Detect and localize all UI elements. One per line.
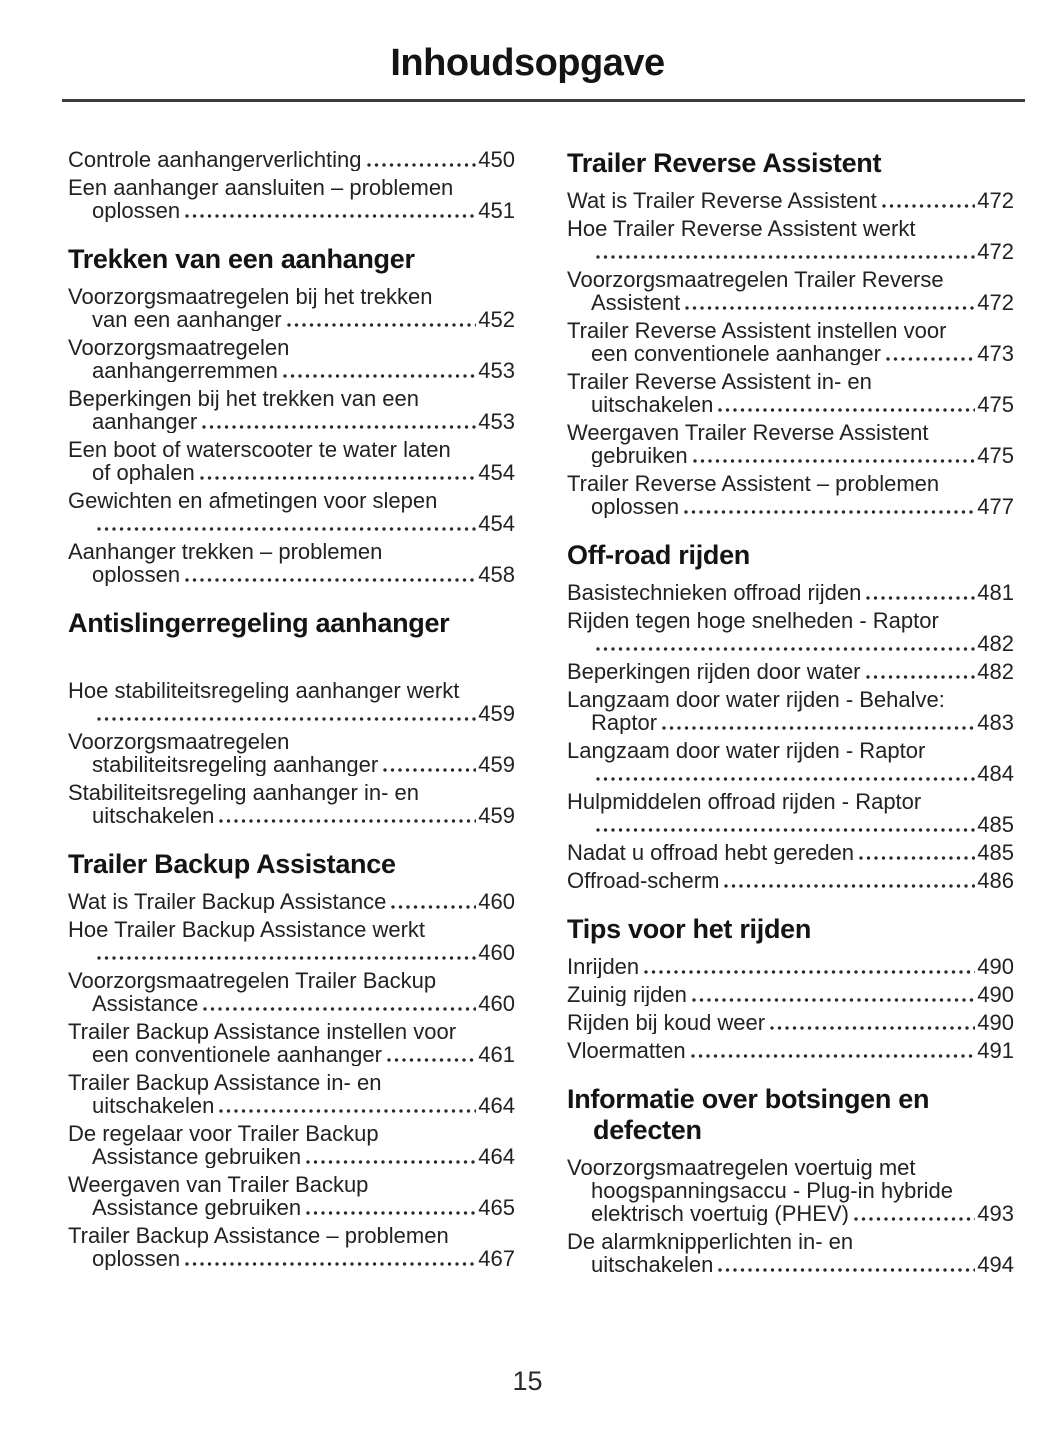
- page-number: 494: [977, 1252, 1014, 1277]
- dot-leader: [219, 1109, 476, 1113]
- dot-leader: [662, 726, 975, 730]
- section-header: [567, 1084, 1014, 1146]
- toc-entry: [567, 1230, 1014, 1276]
- page-number: 482: [977, 631, 1014, 656]
- entry-title-text: een conventionele aanhanger: [591, 342, 881, 365]
- entry-title-text: Inrijden: [567, 955, 640, 978]
- page-number: 459: [478, 803, 515, 828]
- entry-line: Beperkingen bij het trekken van een: [68, 386, 420, 411]
- dot-leader: [367, 163, 477, 167]
- section-header: [68, 608, 515, 639]
- entry-line: [567, 841, 1014, 864]
- section-header-line: defecten: [593, 1115, 702, 1145]
- entry-line: [567, 1011, 1014, 1034]
- entry-line: Trailer Backup Assistance instellen voor: [68, 1019, 457, 1044]
- entry-line: Hoe Trailer Reverse Assistent werkt: [567, 216, 916, 241]
- toc-entry: [68, 336, 515, 382]
- entry-line: [567, 983, 1014, 1006]
- toc-entry: [68, 176, 515, 222]
- page-number: 490: [977, 954, 1014, 979]
- toc-entry: [68, 730, 515, 776]
- toc-entry: [567, 609, 1014, 655]
- toc-entry: [567, 869, 1014, 892]
- entry-title-text: Assistance: [92, 992, 199, 1015]
- dot-leader: [306, 1160, 476, 1164]
- entry-line: Weergaven Trailer Reverse Assistent: [567, 420, 929, 445]
- page-number: 459: [478, 701, 515, 726]
- entry-title-text: uitschakelen: [92, 804, 215, 827]
- entry-line: Aanhanger trekken – problemen: [68, 539, 383, 564]
- dot-leader: [685, 306, 975, 310]
- page-number: 472: [977, 239, 1014, 264]
- dot-leader: [718, 1268, 975, 1272]
- entry-line: Voorzorgsmaatregelen bij het trekken: [68, 284, 433, 309]
- title-rule: [62, 99, 1025, 102]
- entry-line: Stabiliteitsregeling aanhanger in- en: [68, 780, 420, 805]
- entry-title-text: aanhanger: [92, 410, 198, 433]
- section-header-line: Off-road rijden: [567, 540, 750, 570]
- section-header: [567, 914, 1014, 945]
- section-header-line: Tips voor het rijden: [567, 914, 812, 944]
- entry-title-text: Zuinig rijden: [567, 983, 687, 1006]
- footer-page-number: 15: [512, 1366, 543, 1396]
- page-number: 473: [977, 341, 1014, 366]
- entry-line: [68, 359, 515, 382]
- entry-line: [68, 753, 515, 776]
- entry-line: De regelaar voor Trailer Backup: [68, 1121, 379, 1146]
- toc-entry: [567, 841, 1014, 864]
- toc-entry: [567, 739, 1014, 785]
- toc-entry: [567, 319, 1014, 365]
- entry-title-text: Rijden bij koud weer: [567, 1011, 766, 1034]
- toc-entry: [68, 781, 515, 827]
- entry-line: [68, 1247, 515, 1270]
- entry-title-text: uitschakelen: [92, 1094, 215, 1117]
- entry-line: [567, 1202, 1014, 1225]
- page-number: 486: [977, 868, 1014, 893]
- dot-leader: [185, 214, 476, 218]
- page-number: 461: [478, 1042, 515, 1067]
- entry-line: [567, 813, 1014, 836]
- toc-columns: [0, 148, 1055, 1281]
- page-number: 467: [478, 1246, 515, 1271]
- dot-leader: [693, 459, 976, 463]
- page-number: 493: [977, 1201, 1014, 1226]
- page-number: 490: [977, 1010, 1014, 1035]
- entry-line: Voorzorgsmaatregelen: [68, 335, 290, 360]
- dot-leader: [596, 828, 975, 832]
- toc-entry: [567, 983, 1014, 1006]
- entry-title-text: Wat is Trailer Backup Assistance: [68, 890, 387, 913]
- toc-entry: [68, 1071, 515, 1117]
- entry-line: De alarmknipperlichten in- en: [567, 1229, 854, 1254]
- entry-line: [567, 762, 1014, 785]
- section-header-line: Antislingerregeling aanhanger: [68, 608, 450, 638]
- entry-line: [68, 941, 515, 964]
- page-number: 472: [977, 290, 1014, 315]
- entry-title-text: uitschakelen: [591, 1253, 714, 1276]
- section-header: [567, 540, 1014, 571]
- page-number: 477: [977, 494, 1014, 519]
- toc-entry: [68, 918, 515, 964]
- entry-title-text: Raptor: [591, 711, 658, 734]
- entry-line: Trailer Reverse Assistent instellen voor: [567, 318, 947, 343]
- entry-line: [567, 342, 1014, 365]
- toc-entry: [567, 370, 1014, 416]
- toc-entry: [567, 1039, 1014, 1062]
- page-number: 451: [478, 198, 515, 223]
- page-number: 458: [478, 562, 515, 587]
- entry-title-text: oplossen: [591, 495, 680, 518]
- toc-entry: [68, 540, 515, 586]
- entry-line: Hoe Trailer Backup Assistance werkt: [68, 917, 426, 942]
- page-number: 483: [977, 710, 1014, 735]
- entry-line: [68, 702, 515, 725]
- entry-line: Voorzorgsmaatregelen Trailer Reverse: [567, 267, 944, 292]
- dot-leader: [287, 323, 477, 327]
- page-number: 454: [478, 460, 515, 485]
- entry-line: [68, 1196, 515, 1219]
- entry-line: [567, 955, 1014, 978]
- toc-entry: [68, 1020, 515, 1066]
- toc-entry: [68, 438, 515, 484]
- dot-leader: [770, 1026, 975, 1030]
- toc-entry: [68, 1224, 515, 1270]
- page-number: 450: [478, 147, 515, 172]
- dot-leader: [383, 768, 476, 772]
- page-number: 482: [977, 659, 1014, 684]
- section-header: [68, 849, 515, 880]
- dot-leader: [684, 510, 975, 514]
- section-header-line: Trekken van een aanhanger: [68, 244, 415, 274]
- page-number: 453: [478, 409, 515, 434]
- toc-column-left: [68, 148, 515, 1281]
- section-header-line: Informatie over botsingen en: [567, 1084, 930, 1114]
- toc-entry: [68, 1122, 515, 1168]
- page-number: 460: [478, 889, 515, 914]
- page-number: 491: [977, 1038, 1014, 1063]
- section-header: [68, 244, 515, 275]
- toc-entry: [567, 1156, 1014, 1225]
- entry-title-text: elektrisch voertuig (PHEV): [591, 1202, 849, 1225]
- entry-line: [68, 1145, 515, 1168]
- page-number: 459: [478, 752, 515, 777]
- entry-line: [567, 1253, 1014, 1276]
- dot-leader: [306, 1211, 476, 1215]
- dot-leader: [97, 956, 476, 960]
- dot-leader: [882, 204, 976, 208]
- entry-title-text: Basistechnieken offroad rijden: [567, 581, 862, 604]
- toc-entry: [68, 285, 515, 331]
- dot-leader: [691, 1054, 976, 1058]
- entry-line: Trailer Backup Assistance in- en: [68, 1070, 382, 1095]
- entry-line: Weergaven van Trailer Backup: [68, 1172, 369, 1197]
- entry-title-text: aanhangerremmen: [92, 359, 278, 382]
- toc-entry: [567, 189, 1014, 212]
- toc-column-right: [567, 148, 1014, 1281]
- entry-line: Langzaam door water rijden - Behalve:: [567, 687, 945, 712]
- page-number: 454: [478, 511, 515, 536]
- entry-line: hoogspanningsaccu - Plug-in hybride: [591, 1178, 954, 1203]
- page-title: Inhoudsopgave: [390, 42, 665, 84]
- entry-line: Hoe stabiliteitsregeling aanhanger werkt: [68, 678, 460, 703]
- dot-leader: [596, 255, 975, 259]
- entry-line: [567, 869, 1014, 892]
- entry-line: [567, 711, 1014, 734]
- page-number: 485: [977, 840, 1014, 865]
- entry-title-text: Assistent: [591, 291, 681, 314]
- entry-line: [567, 1039, 1014, 1062]
- entry-line: Voorzorgsmaatregelen voertuig met: [567, 1155, 916, 1180]
- dot-leader: [387, 1058, 476, 1062]
- dot-leader: [185, 578, 476, 582]
- page-number: 464: [478, 1093, 515, 1118]
- entry-title-text: een conventionele aanhanger: [92, 1043, 382, 1066]
- page-number: 464: [478, 1144, 515, 1169]
- entry-line: Gewichten en afmetingen voor slepen: [68, 488, 438, 513]
- entry-line: [68, 461, 515, 484]
- entry-line: [567, 495, 1014, 518]
- dot-leader: [866, 596, 975, 600]
- entry-line: Een aanhanger aansluiten – problemen: [68, 175, 454, 200]
- entry-title-text: van een aanhanger: [92, 308, 282, 331]
- entry-title-text: Wat is Trailer Reverse Assistent: [567, 189, 877, 212]
- entry-line: [68, 563, 515, 586]
- entry-line: [567, 189, 1014, 212]
- page-number: 460: [478, 940, 515, 965]
- entry-line: Trailer Reverse Assistent in- en: [567, 369, 872, 394]
- dot-leader: [391, 905, 476, 909]
- dot-leader: [97, 717, 476, 721]
- toc-entry: [567, 421, 1014, 467]
- entry-line: [567, 581, 1014, 604]
- entry-line: Trailer Reverse Assistent – problemen: [567, 471, 940, 496]
- dot-leader: [859, 856, 975, 860]
- page-number: 453: [478, 358, 515, 383]
- entry-title-text: Controle aanhangerverlichting: [68, 148, 362, 171]
- entry-title-text: Offroad-scherm: [567, 869, 720, 892]
- section-header-line: Trailer Reverse Assistent: [567, 148, 882, 178]
- entry-line: [567, 291, 1014, 314]
- dot-leader: [596, 777, 975, 781]
- toc-entry: [567, 472, 1014, 518]
- page-number: 490: [977, 982, 1014, 1007]
- dot-leader: [283, 374, 476, 378]
- entry-line: [68, 1094, 515, 1117]
- entry-line: Een boot of waterscooter te water laten: [68, 437, 451, 462]
- entry-line: [567, 393, 1014, 416]
- dot-leader: [866, 675, 976, 679]
- entry-line: [567, 240, 1014, 263]
- entry-title-text: Assistance gebruiken: [92, 1196, 302, 1219]
- entry-line: Voorzorgsmaatregelen: [68, 729, 290, 754]
- page-number: 452: [478, 307, 515, 332]
- entry-line: Langzaam door water rijden - Raptor: [567, 738, 926, 763]
- page-number: 465: [478, 1195, 515, 1220]
- entry-title-text: oplossen: [92, 199, 181, 222]
- entry-line: Hulpmiddelen offroad rijden - Raptor: [567, 789, 922, 814]
- dot-leader: [692, 998, 975, 1002]
- dot-leader: [644, 970, 975, 974]
- toc-entry: [68, 148, 515, 171]
- dot-leader: [596, 647, 975, 651]
- toc-entry: [567, 688, 1014, 734]
- toc-entry: [567, 790, 1014, 836]
- entry-title-text: stabiliteitsregeling aanhanger: [92, 753, 379, 776]
- entry-title-text: Beperkingen rijden door water: [567, 660, 861, 683]
- entry-title-text: Nadat u offroad hebt gereden: [567, 841, 855, 864]
- entry-title-text: Assistance gebruiken: [92, 1145, 302, 1168]
- entry-line: [68, 1043, 515, 1066]
- entry-line: [68, 308, 515, 331]
- dot-leader: [724, 884, 975, 888]
- page-number: 472: [977, 188, 1014, 213]
- page-number: 485: [977, 812, 1014, 837]
- page-number: 460: [478, 991, 515, 1016]
- entry-line: Rijden tegen hoge snelheden - Raptor: [567, 608, 939, 633]
- entry-line: [567, 632, 1014, 655]
- dot-leader: [886, 357, 975, 361]
- entry-line: [68, 890, 515, 913]
- entry-line: [68, 148, 515, 171]
- dot-leader: [97, 527, 476, 531]
- section-header-line: Trailer Backup Assistance: [68, 849, 396, 879]
- dot-leader: [200, 476, 477, 480]
- toc-entry: [567, 217, 1014, 263]
- entry-title-text: oplossen: [92, 1247, 181, 1270]
- toc-entry: [68, 969, 515, 1015]
- dot-leader: [203, 1007, 476, 1011]
- toc-entry: [567, 268, 1014, 314]
- entry-title-text: Vloermatten: [567, 1039, 686, 1062]
- entry-line: [68, 804, 515, 827]
- page-header: [0, 0, 1055, 102]
- entry-title-text: of ophalen: [92, 461, 195, 484]
- toc-entry: [567, 955, 1014, 978]
- toc-entry: [567, 660, 1014, 683]
- entry-line: Trailer Backup Assistance – problemen: [68, 1223, 449, 1248]
- toc-entry: [567, 581, 1014, 604]
- entry-line: Voorzorgsmaatregelen Trailer Backup: [68, 968, 437, 993]
- toc-entry: [68, 1173, 515, 1219]
- dot-leader: [854, 1217, 975, 1221]
- entry-line: [567, 660, 1014, 683]
- page-number: 475: [977, 443, 1014, 468]
- entry-line: [68, 512, 515, 535]
- entry-title-text: uitschakelen: [591, 393, 714, 416]
- page-number: 484: [977, 761, 1014, 786]
- section-header: [567, 148, 1014, 179]
- dot-leader: [219, 819, 476, 823]
- dot-leader: [202, 425, 476, 429]
- dot-leader: [185, 1262, 476, 1266]
- toc-entry: [68, 489, 515, 535]
- entry-title-text: oplossen: [92, 563, 181, 586]
- entry-line: [567, 444, 1014, 467]
- entry-line: [68, 992, 515, 1015]
- toc-entry: [68, 387, 515, 433]
- entry-title-text: gebruiken: [591, 444, 688, 467]
- entry-line: [68, 199, 515, 222]
- toc-entry: [68, 890, 515, 913]
- entry-line: [68, 410, 515, 433]
- dot-leader: [718, 408, 975, 412]
- toc-entry: [68, 679, 515, 725]
- toc-entry: [567, 1011, 1014, 1034]
- page-number: 481: [977, 580, 1014, 605]
- page-number: 475: [977, 392, 1014, 417]
